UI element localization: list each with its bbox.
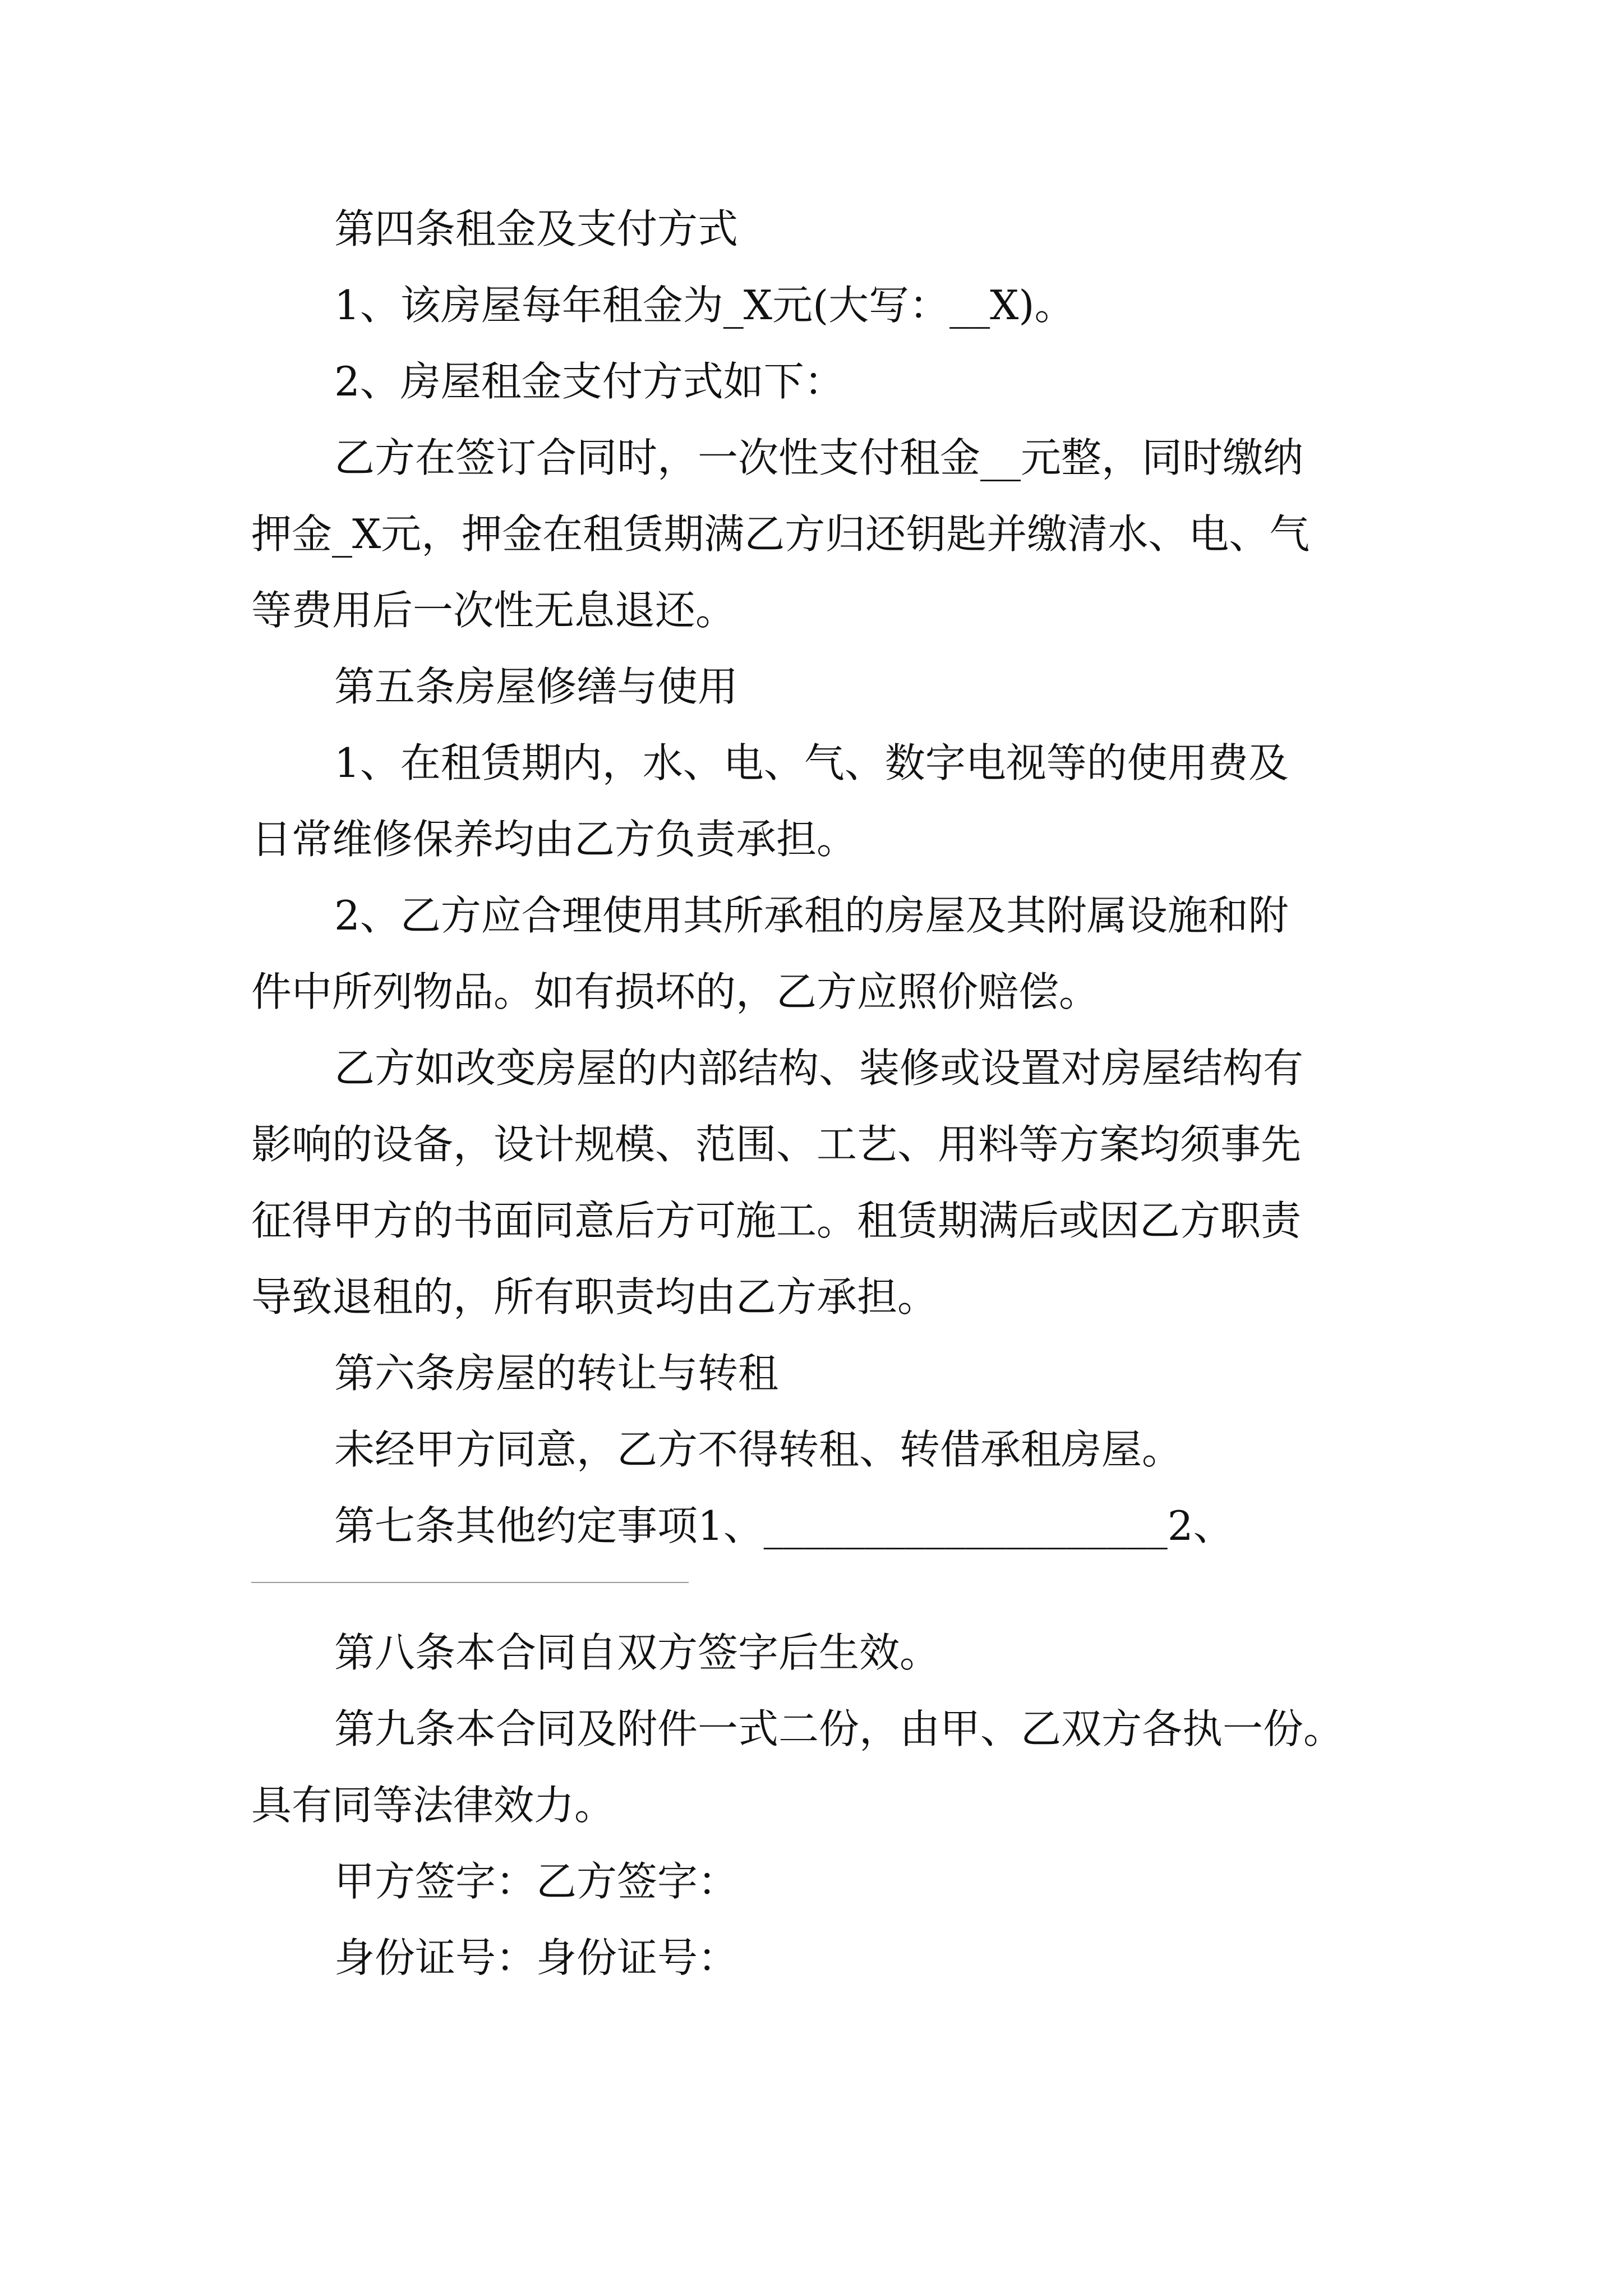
article-4-paragraph-line-1: 乙方在签订合同时，一次性支付租金__元整，同时缴纳	[334, 434, 1304, 481]
article-9-line-1: 第九条本合同及附件一式二份，由甲、乙双方各执一份。	[334, 1705, 1344, 1752]
article-4-item-2: 2、房屋租金支付方式如下：	[334, 358, 845, 405]
article-4-item-1: 1、该房屋每年租金为_X元(大写：__X)。	[334, 282, 1075, 329]
article-5-paragraph-line-3: 征得甲方的书面同意后方可施工。租赁期满后或因乙方职责	[251, 1197, 1302, 1244]
article-5-heading: 第五条房屋修缮与使用	[334, 663, 739, 710]
id-number-line: 身份证号：身份证号：	[334, 1934, 739, 1981]
fill-in-blank-line	[251, 1582, 689, 1583]
article-5-item-2-line-1: 2、乙方应合理使用其所承租的房屋及其附属设施和附	[334, 892, 1289, 939]
signature-line: 甲方签字：乙方签字：	[334, 1858, 739, 1905]
article-5-item-1-line-1: 1、在租赁期内，水、电、气、数字电视等的使用费及	[334, 739, 1289, 786]
article-7-line: 第七条其他约定事项1、____________________2、	[334, 1502, 1234, 1549]
article-6-paragraph: 未经甲方同意，乙方不得转租、转借承租房屋。	[334, 1426, 1183, 1473]
article-5-paragraph-line-2: 影响的设备，设计规模、范围、工艺、用料等方案均须事先	[251, 1121, 1302, 1168]
article-5-paragraph-line-1: 乙方如改变房屋的内部结构、装修或设置对房屋结构有	[334, 1045, 1304, 1092]
article-8: 第八条本合同自双方签字后生效。	[334, 1629, 940, 1676]
article-4-paragraph-line-2: 押金_X元，押金在租赁期满乙方归还钥匙并缴清水、电、气	[251, 510, 1310, 558]
article-4-heading: 第四条租金及支付方式	[334, 205, 739, 252]
article-6-heading: 第六条房屋的转让与转租	[334, 1350, 779, 1397]
document-page	[251, 191, 1373, 1996]
article-5-paragraph-line-4: 导致退租的，所有职责均由乙方承担。	[251, 1273, 938, 1320]
article-5-item-2-line-2: 件中所列物品。如有损坏的，乙方应照价赔偿。	[251, 968, 1100, 1015]
article-5-item-1-line-2: 日常维修保养均由乙方负责承担。	[251, 816, 857, 863]
article-4-paragraph-line-3: 等费用后一次性无息退还。	[251, 587, 736, 634]
article-9-line-2: 具有同等法律效力。	[251, 1782, 615, 1829]
